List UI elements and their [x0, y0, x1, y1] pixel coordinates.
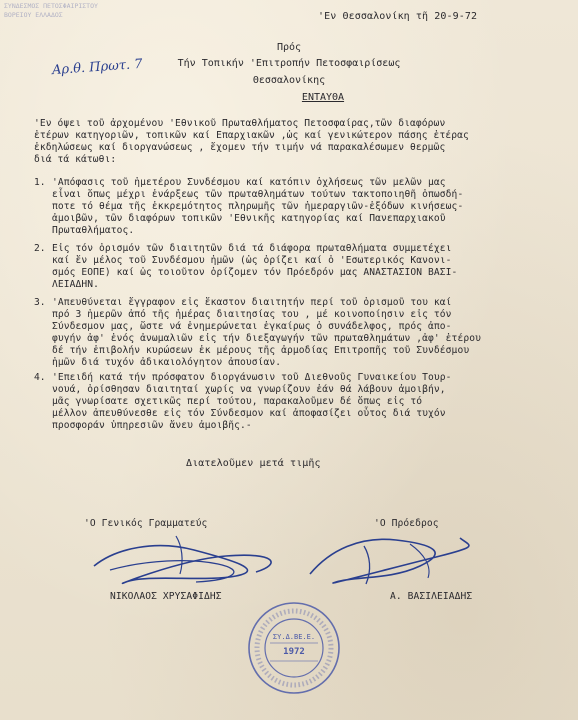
recipient-to: Πρός	[276, 42, 302, 53]
intro-line: 'Εν όψει τοῦ ἀρχομένου 'Εθνικοῦ Πρωταθλήματος Πετοσφαίρας,τῶν διαφόρων	[34, 118, 446, 129]
point-line: Εἰς τόν ὁρισμόν τῶν διαιτητῶν διά τά διάφορα πρωταθλήματα συμμετέχει	[52, 243, 452, 254]
place-date: 'Εν Θεσσαλονίκη τῆ 20-9-72	[318, 11, 478, 22]
intro-line: ἑτέρων κατηγοριῶν, τοπικῶν καί Επαρχιακῶν ,ὡς καί γενικώτερον πάσης ἑτέρας	[34, 130, 469, 141]
point-line: σμός ΕΟΠΕ) καί ὡς τοιοῦτον ὁρίζομεν τόν Πρόεδρόν μας ΑΝΑΣΤΑΣΙΟΝ ΒΑΣΙ-	[52, 267, 458, 278]
point-line: 'Απευθύνεται ἔγγραφον εἰς ἕκαστον διαιτητήν περί τοῦ ὁρισμοῦ του καί	[52, 297, 452, 308]
point-line: ἡμῶν διά τυχόν ἀδικαιολόγητον ἀπουσίαν.	[52, 357, 282, 368]
point-number: 1.	[34, 177, 46, 188]
president-title: 'Ο Πρόεδρος	[374, 518, 439, 529]
point-line: καί ἕν μέλος τοῦ Συνδέσμου ἡμῶν (ὡς ὁρίζει καί ὁ 'Εσωτερικός Κανονι-	[52, 255, 452, 266]
president-name: Α. ΒΑΣΙΛΕΙΑΔΗΣ	[390, 591, 473, 602]
point-line: εἶναι ὅπως μέχρι ἐνάρξεως τῶν πρωταθλημάτων τούτων τακτοποιηθῆ ὁπωσδή-	[52, 189, 464, 200]
point-number: 4.	[34, 372, 46, 383]
secretary-title: 'Ο Γενικός Γραμματεύς	[84, 518, 208, 529]
recipient-line-2: Θεσσαλονίκης	[252, 75, 326, 86]
point-line: πρό 3 ἡμερῶν ἀπό τῆς ἡμέρας διαιτησίας του , μέ κοινοποίησιν εἰς τόν	[52, 309, 452, 320]
point-line: μᾶς γνωρίσατε σχετικῶς περί τούτου, παρακαλοῦμεν δέ ὅπως εἰς τό	[52, 396, 423, 407]
point-number: 2.	[34, 243, 46, 254]
president-signature	[300, 526, 476, 592]
secretary-signature	[86, 530, 286, 594]
point-line: προσφοράν ὑπηρεσιῶν ἄνευ ἀμοιβῆς.-	[52, 420, 252, 431]
official-seal	[246, 600, 342, 696]
recipient-line-1: Τήν Τοπικήν 'Επιτροπήν Πετοσφαιρίσεως	[177, 58, 401, 69]
point-line: Σύνδεσμον μας, ὥστε νά ἐνημερώνεται ἐγκαίρως ὁ συνάδελφος, πρός ἀπο-	[52, 321, 452, 332]
intro-line: ἐκδηλώσεως καί διοργανώσεως , ἔχομεν τήν τιμήν νά παρακαλέσωμεν θερμῶς	[34, 142, 446, 153]
point-line: ποτε τό θέμα τῆς ἐκκρεμότητος πληρωμῆς τῶν ἡμεραργιῶν-ἐξόδων κινήσεως-	[52, 201, 464, 212]
secretary-name: ΝΙΚΟΛΑΟΣ ΧΡΥΣΑΦΙΔΗΣ	[110, 591, 222, 602]
seal-code: ΣΥ.Δ.ΒΕ.Ε.	[272, 633, 316, 641]
point-line: ἀμοιβῶν, τῶν διαφόρων τοπικῶν 'Εθνικῆς κατηγορίας καί Πανεπαρχιακοῦ	[52, 213, 446, 224]
point-line: 'Απόφασις τοῦ ἡμετέρου Συνδέσμου καί κατόπιν ὀχλήσεως τῶν μελῶν μας	[52, 177, 446, 188]
letterhead-line-1: ΣΥΝΔΕΣΜΟΣ ΠΕΤΟΣΦΑΙΡΙΣΤΟΥ	[4, 2, 98, 10]
letterhead-stamp	[4, 2, 132, 20]
letterhead-line-2: ΒΟΡΕΙΟΥ ΕΛΛΑΔΟΣ	[4, 11, 63, 19]
intro-line: διά τά κάτωθι:	[34, 154, 117, 165]
point-line: ΛΕΙΑΔΗΝ.	[52, 279, 100, 290]
handwritten-protocol-number: Αρ.θ. Πρωτ. 7	[51, 56, 143, 79]
point-line: 'Επειδή κατά τήν πρόσφατον διοργάνωσιν τοῦ Διεθνοῦς Γυναικείου Τουρ-	[52, 372, 452, 383]
point-line: Πρωταθλήματος.	[52, 225, 135, 236]
seal-year: 1972	[283, 647, 305, 657]
recipient-location: ΕΝΤΑΥΘΑ	[301, 92, 345, 103]
point-line: νουά, ὁρίσθησαν διαιτηταί χωρίς να γνωρίζουν ἐάν θά λάβουν ἀμοιβήν,	[52, 384, 446, 395]
point-line: δέ τήν ἐπιβολήν κυρώσεων ἐκ μέρους τῆς ἁρμοδίας Επιτροπῆς τοῦ Συνδέσμου	[52, 345, 470, 356]
point-line: φυγήν ἀφ' ἑνός ἀνωμαλιῶν εἰς τήν διεξαγωγήν τῶν πρωταθλημάτων ,ἀφ' ἑτέρου	[52, 333, 481, 344]
closing-phrase: Διατελοῦμεν μετά τιμῆς	[186, 458, 321, 469]
point-line: μέλλον ἀπευθύνεσθε εἰς τόν Σύνδεσμον καί ἀποφασίζει οὗτος διά τυχόν	[52, 408, 446, 419]
point-number: 3.	[34, 297, 46, 308]
